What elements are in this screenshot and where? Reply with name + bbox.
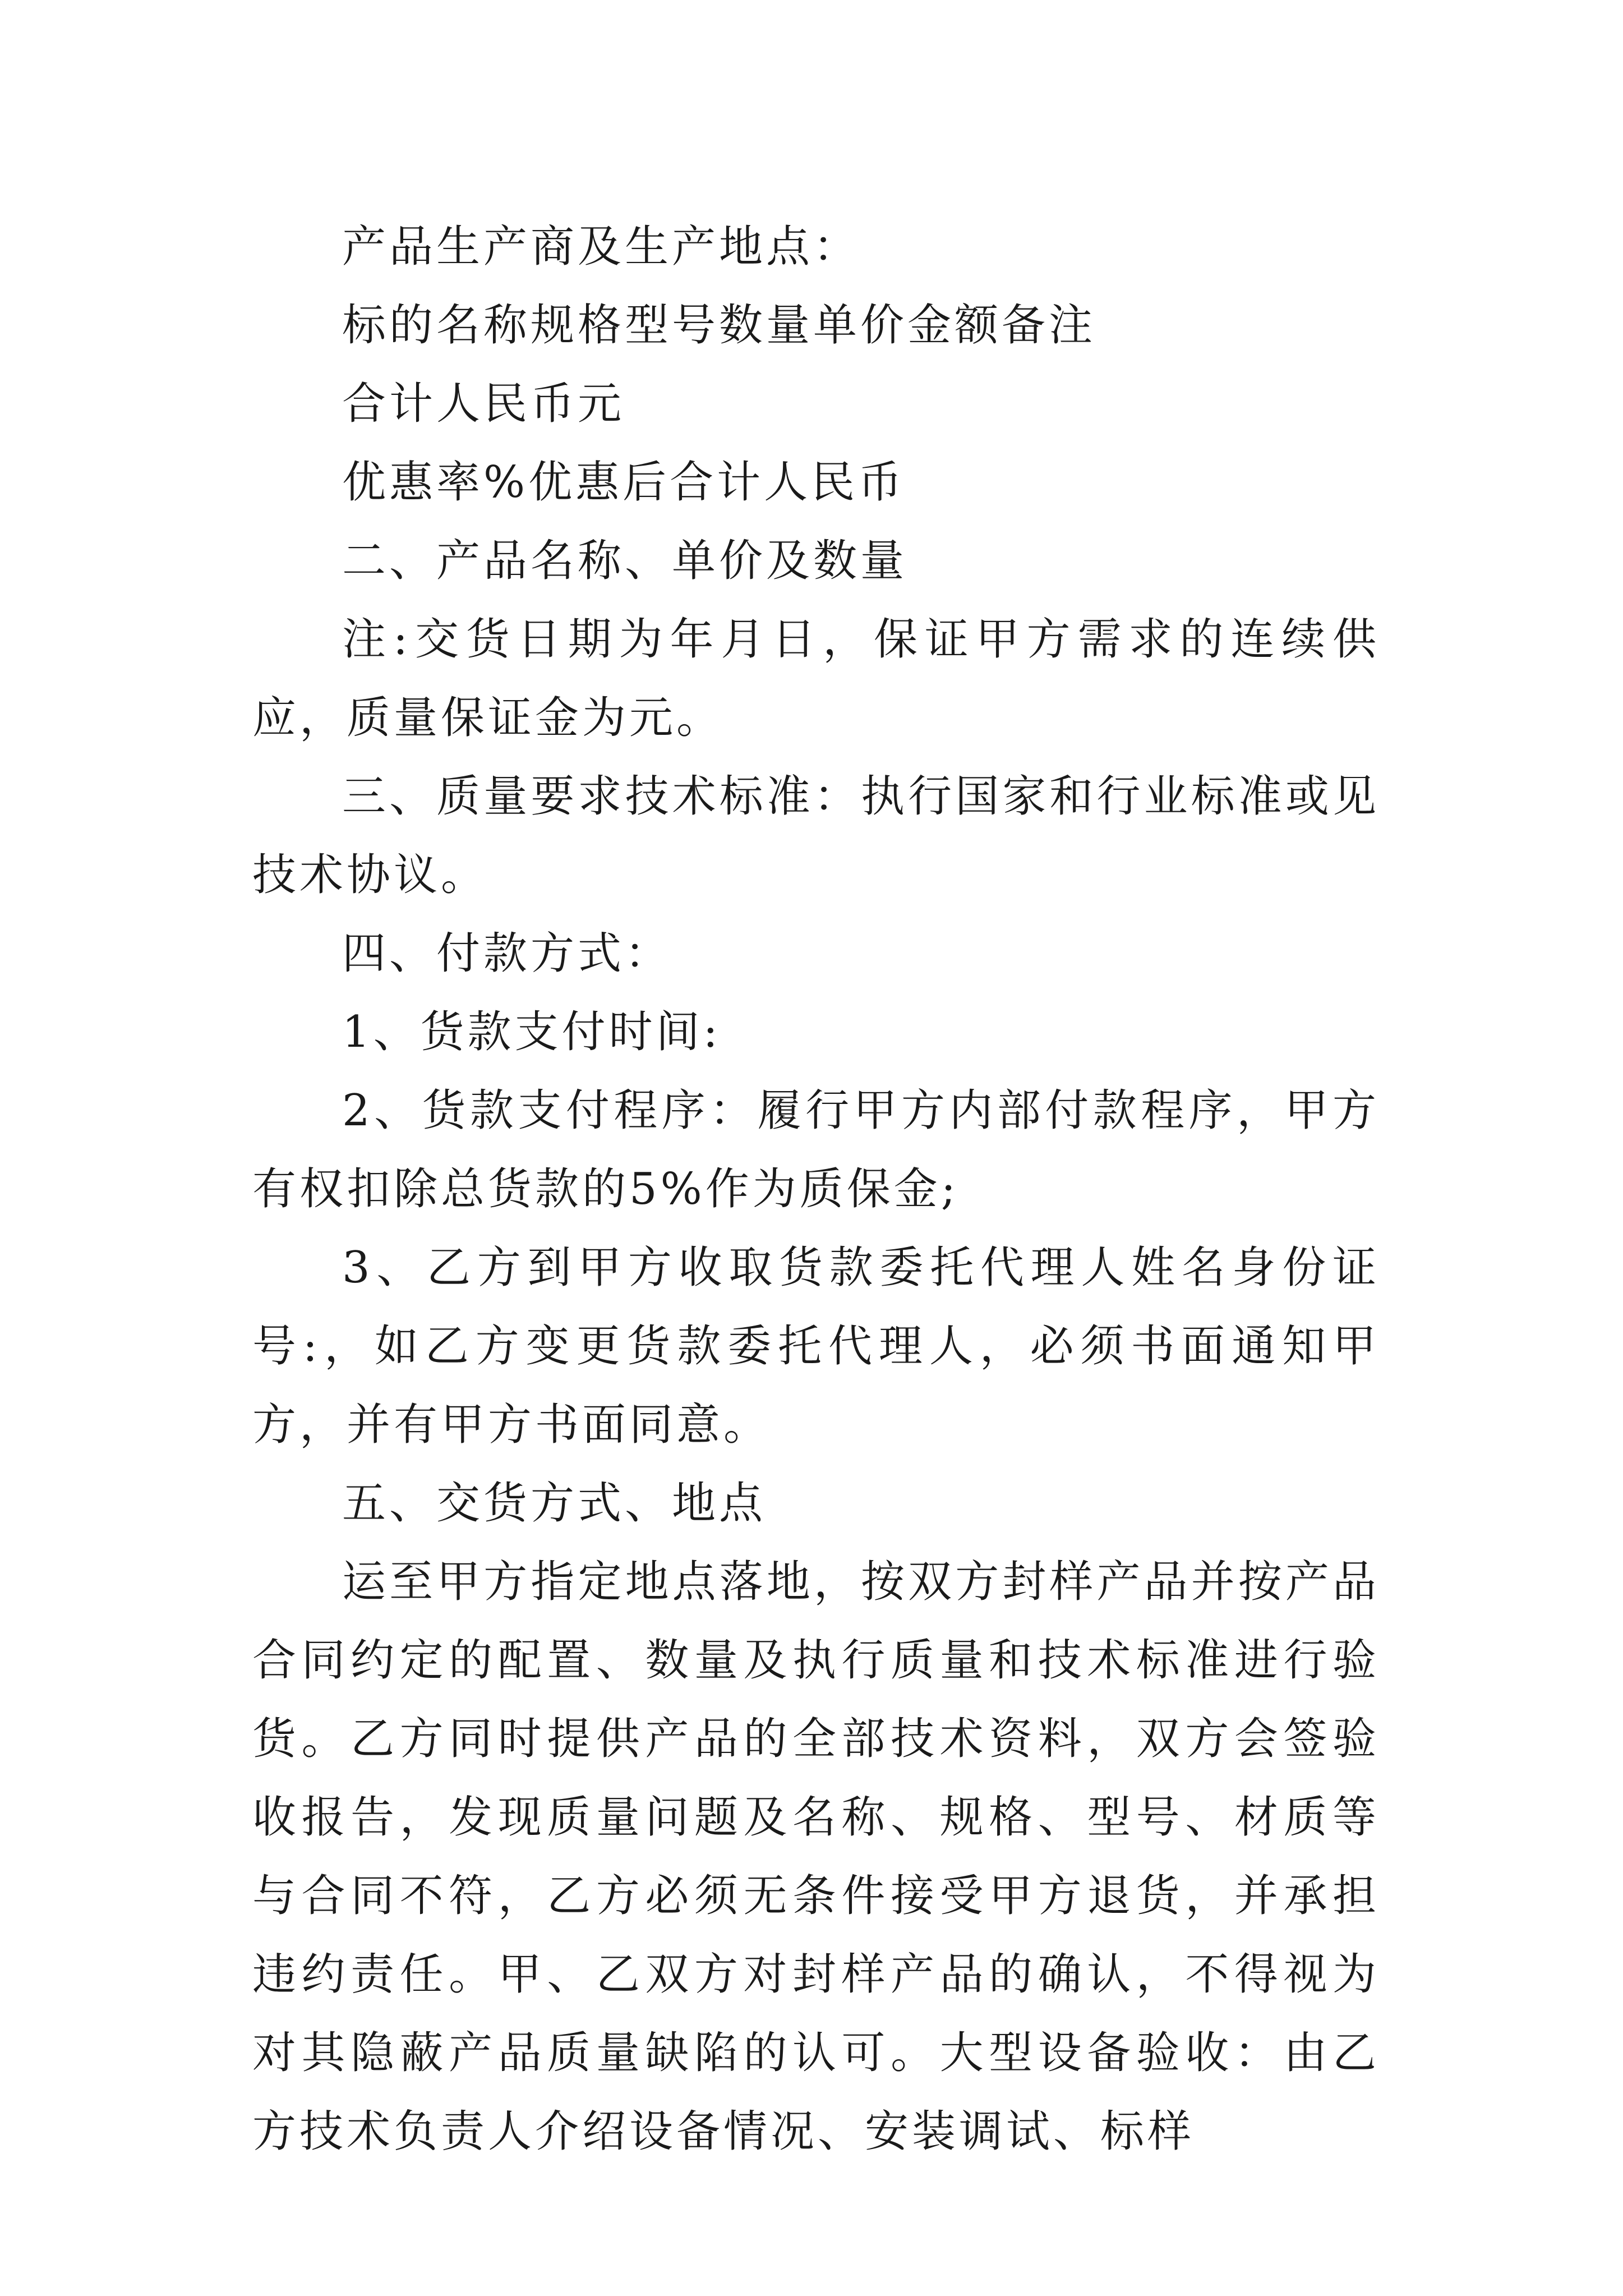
paragraph-delivery-inspection: 运至甲方指定地点落地，按双方封样产品并按产品合同约定的配置、数量及执行质量和技术标准进行验货。乙方同时提供产品的全部技术资料，双方会签验收报告，发现质量问题及名称、规格、型号、材质等与合同不符，乙方必须无条件接受甲方退货，并承担违约责任。甲、乙双方对封样产品的确认，不得视为对其隐蔽产品质量缺陷的认可。大型设备验收：由乙方技术负责人介绍设备情况、安装调试、标样 [252, 1557, 1380, 2157]
paragraph-item-columns: 标的名称规格型号数量单价金额备注 [342, 300, 1096, 351]
paragraph-payment-procedure: 2、货款支付程序：履行甲方内部付款程序，甲方有权扣除总货款的5%作为质保金; [252, 1085, 1380, 1214]
paragraph-delivery-note: 注:交货日期为年月日，保证甲方需求的连续供应，质量保证金为元。 [252, 614, 1380, 743]
paragraph-discount: 优惠率%优惠后合计人民币 [342, 457, 906, 508]
heading-section-5: 五、交货方式、地点 [342, 1478, 767, 1529]
heading-section-4: 四、付款方式： [342, 928, 672, 979]
paragraph-payment-agent: 3、乙方到甲方收取货款委托代理人姓名身份证号:，如乙方变更货款委托代理人，必须书面通知甲方，并有甲方书面同意。 [252, 1243, 1380, 1450]
paragraph-total: 合计人民币元 [342, 379, 625, 429]
heading-section-2: 二、产品名称、单价及数量 [342, 536, 908, 586]
paragraph-producer: 产品生产商及生产地点： [342, 222, 861, 272]
document-body [252, 208, 1380, 2171]
paragraph-payment-time: 1、货款支付时间: [342, 1007, 721, 1057]
heading-section-3: 三、质量要求技术标准：执行国家和行业标准或见技术协议。 [252, 771, 1380, 900]
